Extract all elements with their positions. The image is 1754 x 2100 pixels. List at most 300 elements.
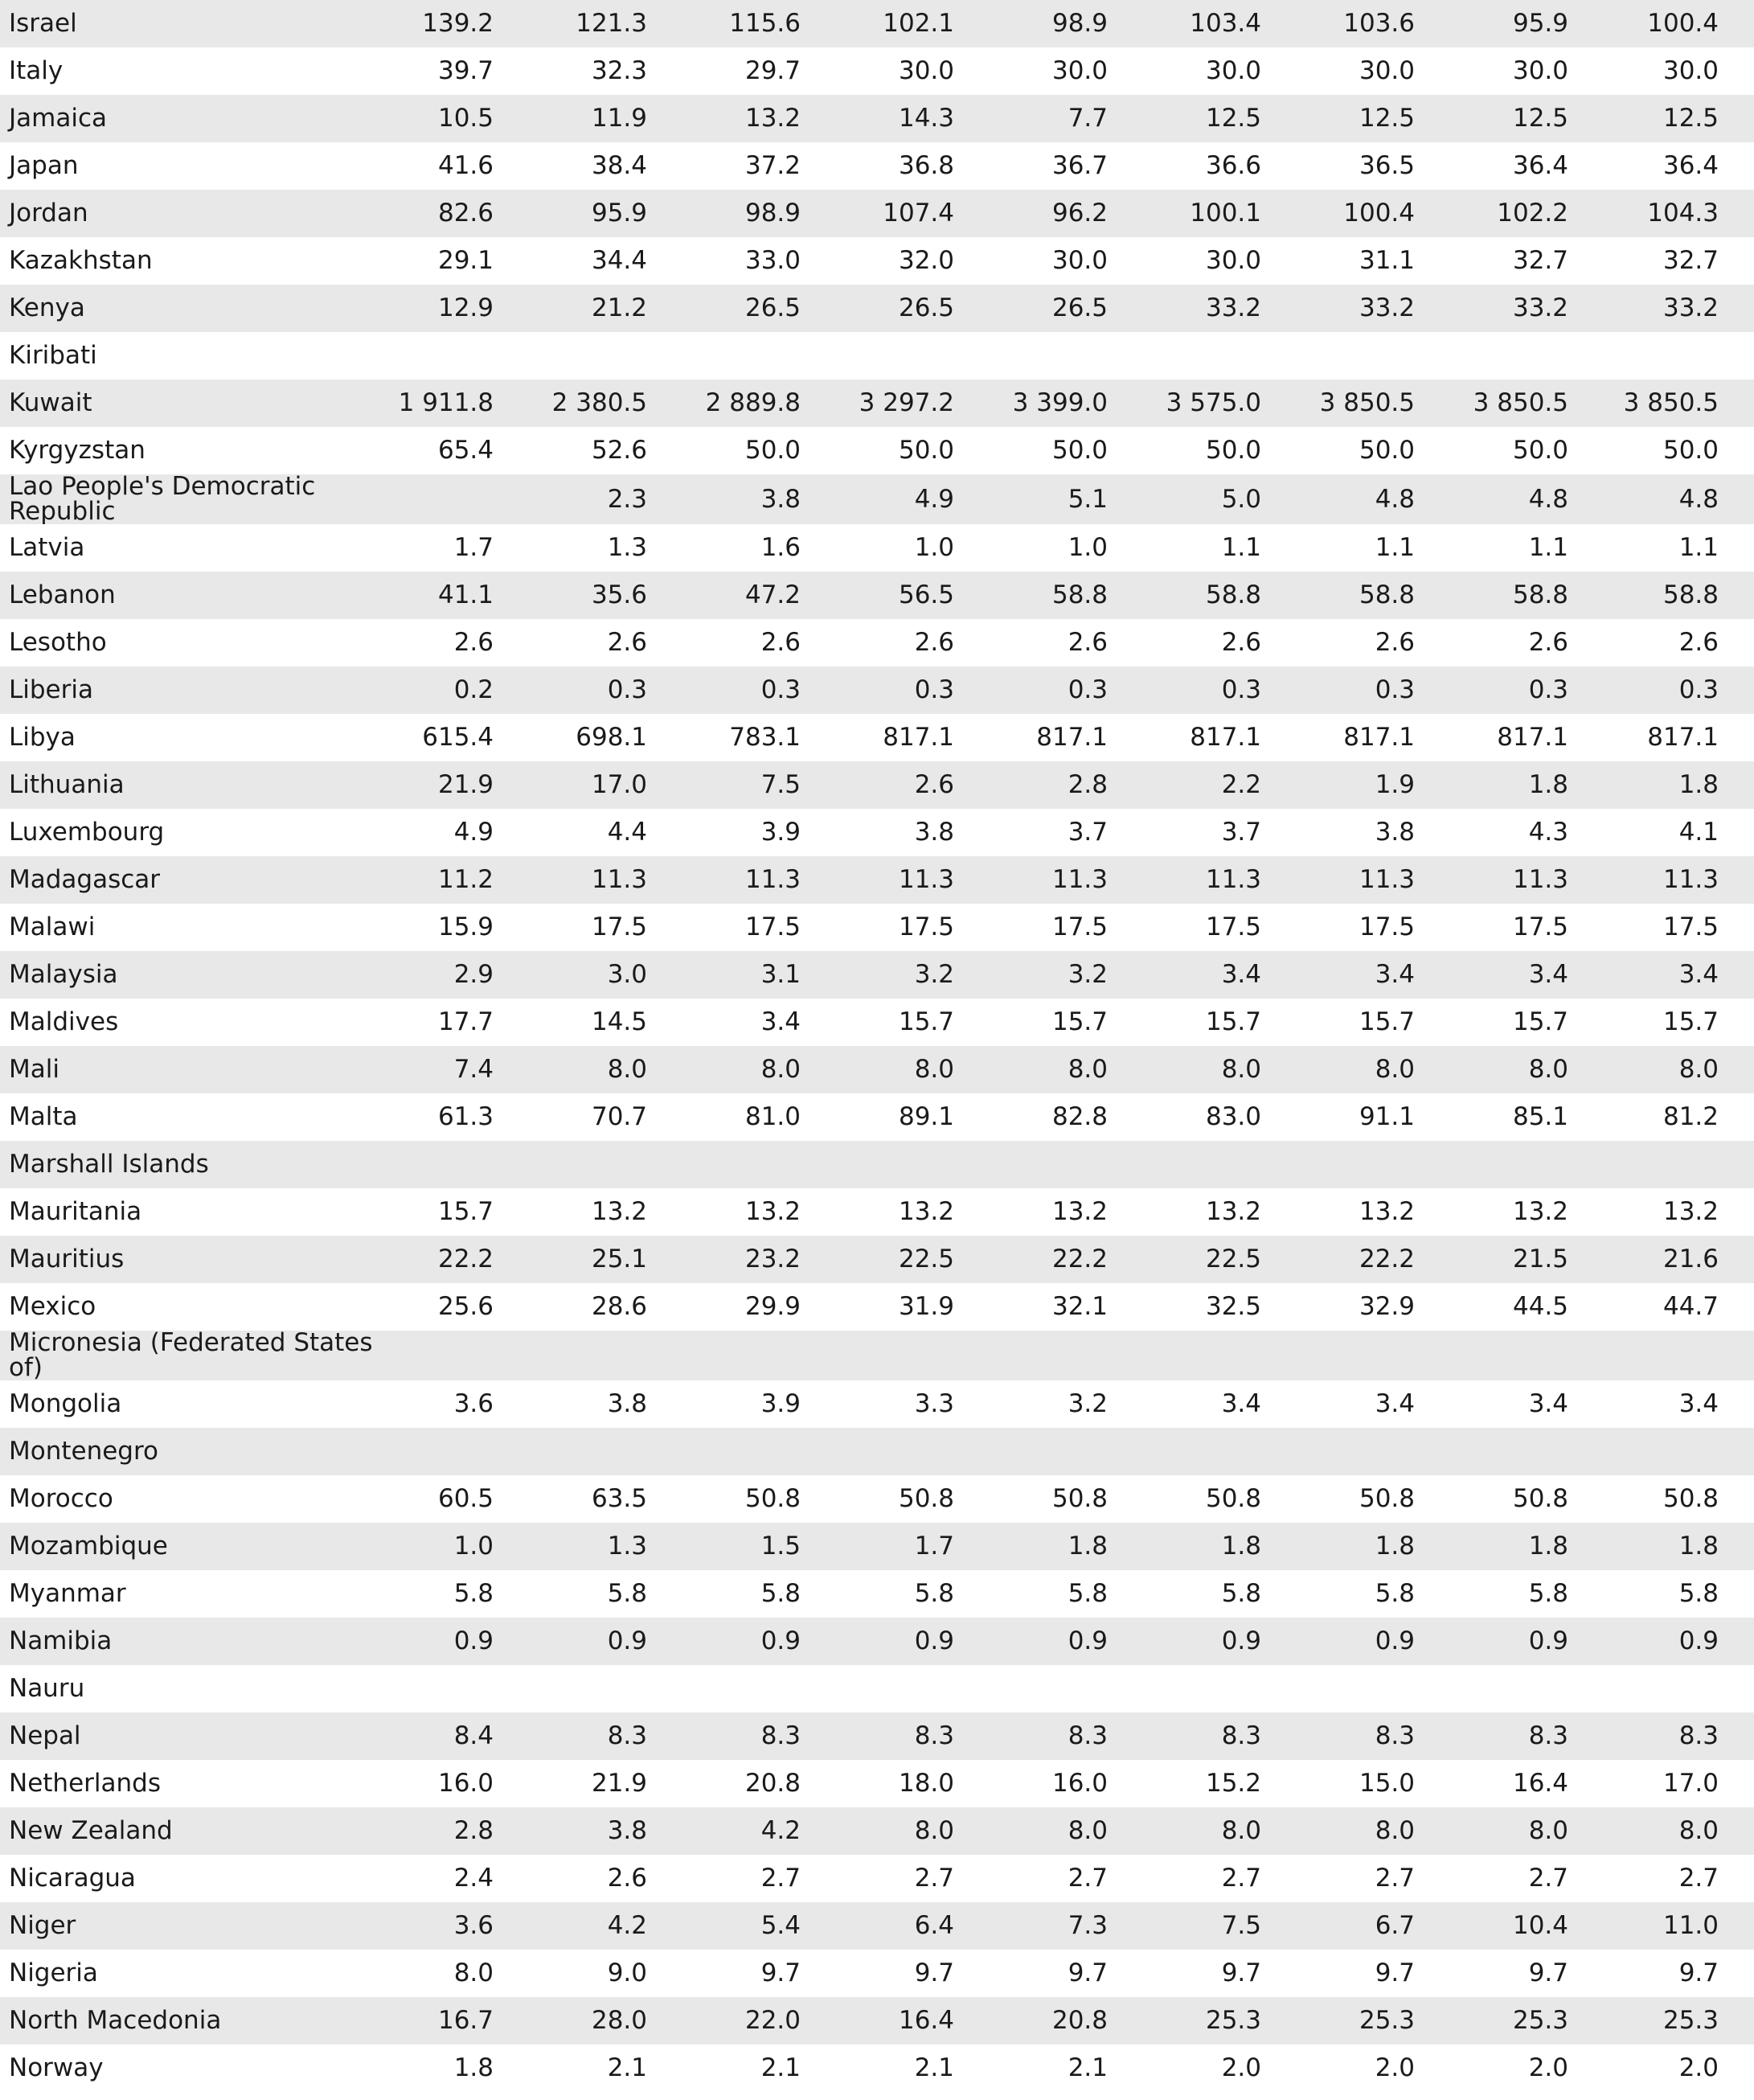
country-name-cell: Mozambique: [0, 1523, 375, 1570]
country-name-cell: Malawi: [9, 913, 96, 941]
value-cell: 31.9: [898, 1292, 954, 1321]
country-name-cell: Liberia: [0, 667, 375, 714]
country-name-cell: Nigeria: [9, 1958, 98, 1987]
value-cell: 22.0: [682, 1997, 836, 2045]
value-cell: 2.6: [607, 1864, 647, 1893]
value-cell: 12.5: [1297, 95, 1450, 142]
value-cell: 3.2: [990, 951, 1143, 999]
value-cell: 3.3: [914, 1389, 954, 1418]
table-row: [0, 1902, 1754, 1950]
value-cell: 817.1: [1343, 723, 1415, 752]
country-name-cell: Jordan: [0, 190, 375, 237]
value-cell: 34.4: [591, 246, 647, 275]
value-cell: 82.8: [1051, 1102, 1108, 1131]
value-cell: 30.0: [1205, 246, 1261, 275]
value-cell: [1450, 1665, 1604, 1712]
value-cell: 3.0: [529, 951, 682, 999]
value-cell: 85.1: [1512, 1102, 1568, 1131]
table-row: [0, 237, 1754, 285]
country-name-cell: Malaysia: [0, 951, 375, 999]
value-cell: 3.4: [1678, 1389, 1719, 1418]
table-row: [0, 1475, 1754, 1523]
value-cell: 8.0: [1450, 1046, 1604, 1093]
value-cell: 5.8: [1068, 1579, 1108, 1608]
value-cell: 3.6: [453, 1389, 494, 1418]
value-cell: 3.8: [682, 474, 836, 524]
value-cell: 30.0: [1512, 56, 1568, 85]
value-cell: 5.0: [1143, 474, 1297, 524]
country-name-cell: Nicaragua: [9, 1864, 136, 1893]
value-cell: 2.1: [607, 2053, 647, 2082]
value-cell: 4.3: [1528, 818, 1568, 847]
value-cell: 1.8: [453, 2053, 494, 2082]
table-row: [0, 714, 1754, 761]
value-cell: 100.1: [1143, 190, 1297, 237]
value-cell: 36.4: [1662, 151, 1719, 180]
value-cell: 4.2: [682, 1807, 836, 1855]
value-cell: 33.2: [1450, 285, 1604, 332]
value-cell: 26.5: [990, 285, 1143, 332]
value-cell: 32.3: [591, 56, 647, 85]
value-cell: 22.5: [836, 1236, 990, 1283]
value-cell: [1297, 1141, 1450, 1188]
value-cell: 15.0: [1359, 1769, 1415, 1798]
value-cell: 16.0: [1051, 1769, 1108, 1798]
value-cell: 0.9: [1604, 1618, 1754, 1665]
value-cell: 50.8: [898, 1484, 954, 1513]
value-cell: 3.6: [375, 1902, 529, 1950]
value-cell: [836, 332, 990, 379]
value-cell: [990, 1331, 1143, 1380]
value-cell: 1.3: [607, 533, 647, 562]
value-cell: 5.8: [914, 1579, 954, 1608]
value-cell: 8.0: [1297, 1807, 1450, 1855]
value-cell: 98.9: [990, 0, 1143, 47]
value-cell: 32.0: [898, 246, 954, 275]
table-row: [0, 524, 1754, 572]
value-cell: 104.3: [1604, 190, 1754, 237]
value-cell: 50.8: [1205, 1484, 1261, 1513]
value-cell: 8.4: [375, 1712, 529, 1760]
value-cell: 28.6: [591, 1292, 647, 1321]
value-cell: [836, 1331, 990, 1380]
value-cell: [529, 1331, 682, 1380]
table-row: [0, 1712, 1754, 1760]
value-cell: [682, 1665, 836, 1712]
value-cell: 30.0: [1205, 56, 1261, 85]
value-cell: 8.0: [1297, 1046, 1450, 1093]
value-cell: 4.8: [1450, 474, 1604, 524]
value-cell: 817.1: [1190, 723, 1261, 752]
value-cell: 36.4: [1512, 151, 1568, 180]
value-cell: 58.8: [990, 572, 1143, 619]
value-cell: 11.3: [1450, 856, 1604, 904]
value-cell: [1604, 332, 1754, 379]
value-cell: 3.4: [1604, 951, 1754, 999]
value-cell: 17.0: [1662, 1769, 1719, 1798]
country-name-cell: Montenegro: [0, 1428, 375, 1475]
value-cell: 817.1: [1036, 723, 1108, 752]
value-cell: 0.3: [1297, 667, 1450, 714]
value-cell: 2.1: [914, 2053, 954, 2082]
value-cell: 9.7: [1068, 1958, 1108, 1987]
value-cell: 5.8: [1221, 1579, 1261, 1608]
value-cell: 50.0: [1205, 436, 1261, 465]
value-cell: 3.9: [760, 818, 801, 847]
value-cell: 17.5: [1662, 913, 1719, 941]
value-cell: 15.7: [1359, 1007, 1415, 1036]
value-cell: [1450, 332, 1604, 379]
value-cell: 50.0: [898, 436, 954, 465]
value-cell: 29.9: [744, 1292, 801, 1321]
value-cell: 0.3: [1604, 667, 1754, 714]
value-cell: 0.9: [1297, 1618, 1450, 1665]
country-name-cell: Mauritania: [9, 1197, 142, 1226]
value-cell: 17.5: [591, 913, 647, 941]
value-cell: 17.7: [437, 1007, 494, 1036]
table-row: [0, 1997, 1754, 2045]
value-cell: [1604, 1331, 1754, 1380]
value-cell: 0.3: [990, 667, 1143, 714]
value-cell: 2.6: [1221, 628, 1261, 657]
value-cell: 2.9: [375, 951, 529, 999]
value-cell: 3.4: [1143, 951, 1297, 999]
table-row: [0, 1950, 1754, 1997]
value-cell: 1.1: [1678, 533, 1719, 562]
value-cell: 11.3: [836, 856, 990, 904]
value-cell: 15.7: [1512, 1007, 1568, 1036]
value-cell: 8.0: [1450, 1807, 1604, 1855]
table-row: [0, 95, 1754, 142]
value-cell: 2.2: [1143, 761, 1297, 809]
value-cell: 13.2: [1662, 1197, 1719, 1226]
value-cell: 2.7: [1528, 1864, 1568, 1893]
value-cell: 29.7: [744, 56, 801, 85]
country-name-cell: Namibia: [0, 1618, 375, 1665]
value-cell: 4.4: [607, 818, 647, 847]
value-cell: 3 297.2: [836, 379, 990, 427]
table-row: [0, 0, 1754, 47]
value-cell: 33.2: [1297, 285, 1450, 332]
value-cell: 3.8: [607, 1389, 647, 1418]
value-cell: 0.3: [682, 667, 836, 714]
value-cell: 9.7: [914, 1958, 954, 1987]
value-cell: 1.1: [1375, 533, 1415, 562]
value-cell: 1.8: [1604, 761, 1754, 809]
value-cell: [375, 1428, 529, 1475]
value-cell: 9.7: [1678, 1958, 1719, 1987]
table-row: [0, 474, 1754, 524]
value-cell: [375, 332, 529, 379]
value-cell: 17.5: [898, 913, 954, 941]
value-cell: 1.8: [1604, 1523, 1754, 1570]
value-cell: 1.6: [760, 533, 801, 562]
value-cell: 6.4: [836, 1902, 990, 1950]
value-cell: 12.5: [1143, 95, 1297, 142]
table-row: [0, 1283, 1754, 1331]
value-cell: [1604, 1141, 1754, 1188]
value-cell: 8.3: [1143, 1712, 1297, 1760]
value-cell: 95.9: [529, 190, 682, 237]
value-cell: 58.8: [1604, 572, 1754, 619]
country-name-cell: Kuwait: [0, 379, 375, 427]
value-cell: 2.6: [1528, 628, 1568, 657]
value-cell: 2.6: [1375, 628, 1415, 657]
value-cell: 17.5: [744, 913, 801, 941]
value-cell: 7.3: [990, 1902, 1143, 1950]
value-cell: 1.8: [1450, 1523, 1604, 1570]
table-row: [0, 47, 1754, 95]
value-cell: 102.2: [1450, 190, 1604, 237]
value-cell: 1.8: [1143, 1523, 1297, 1570]
value-cell: 22.5: [1143, 1236, 1297, 1283]
value-cell: 30.0: [1359, 56, 1415, 85]
value-cell: 100.4: [1604, 0, 1754, 47]
table-row: [0, 1046, 1754, 1093]
value-cell: 4.9: [836, 474, 990, 524]
value-cell: [1143, 1141, 1297, 1188]
value-cell: 50.0: [1359, 436, 1415, 465]
value-cell: 44.7: [1662, 1292, 1719, 1321]
value-cell: 32.5: [1205, 1292, 1261, 1321]
value-cell: 9.7: [760, 1958, 801, 1987]
value-cell: 17.5: [1051, 913, 1108, 941]
value-cell: 35.6: [529, 572, 682, 619]
value-cell: 3.2: [836, 951, 990, 999]
value-cell: 37.2: [744, 151, 801, 180]
value-cell: 25.6: [437, 1292, 494, 1321]
value-cell: [1297, 1331, 1450, 1380]
value-cell: [682, 1428, 836, 1475]
value-cell: 2.3: [529, 474, 682, 524]
value-cell: 10.4: [1450, 1902, 1604, 1950]
table-row: [0, 427, 1754, 474]
value-cell: [375, 1665, 529, 1712]
table-row: [0, 1523, 1754, 1570]
value-cell: 21.2: [529, 285, 682, 332]
table-row: [0, 2045, 1754, 2092]
value-cell: [529, 1141, 682, 1188]
country-name-cell: Mexico: [9, 1292, 96, 1321]
country-name-cell: Mongolia: [9, 1389, 122, 1418]
value-cell: 30.0: [898, 56, 954, 85]
value-cell: 36.7: [1051, 151, 1108, 180]
value-cell: 60.5: [437, 1484, 494, 1513]
value-cell: 817.1: [1497, 723, 1568, 752]
value-cell: 18.0: [898, 1769, 954, 1798]
value-cell: [1297, 1665, 1450, 1712]
value-cell: 0.9: [375, 1618, 529, 1665]
value-cell: 17.0: [529, 761, 682, 809]
value-cell: 21.5: [1450, 1236, 1604, 1283]
value-cell: 31.1: [1359, 246, 1415, 275]
value-cell: 83.0: [1205, 1102, 1261, 1131]
value-cell: 50.8: [1359, 1484, 1415, 1513]
value-cell: 15.9: [437, 913, 494, 941]
value-cell: 50.0: [744, 436, 801, 465]
value-cell: 70.7: [591, 1102, 647, 1131]
value-cell: 11.3: [1604, 856, 1754, 904]
value-cell: 0.9: [836, 1618, 990, 1665]
country-name-cell: Japan: [9, 151, 79, 180]
value-cell: 121.3: [529, 0, 682, 47]
value-cell: 3.8: [529, 1807, 682, 1855]
value-cell: 9.0: [607, 1958, 647, 1987]
table-row: [0, 190, 1754, 237]
table-row: [0, 1188, 1754, 1236]
value-cell: 81.0: [744, 1102, 801, 1131]
value-cell: 2 380.5: [529, 379, 682, 427]
value-cell: 23.2: [682, 1236, 836, 1283]
value-cell: 36.8: [898, 151, 954, 180]
value-cell: 2.0: [1375, 2053, 1415, 2082]
table-row: [0, 1331, 1754, 1380]
value-cell: 1.0: [375, 1523, 529, 1570]
value-cell: [1297, 1428, 1450, 1475]
value-cell: 22.2: [1297, 1236, 1450, 1283]
value-cell: 41.6: [437, 151, 494, 180]
value-cell: [990, 1141, 1143, 1188]
value-cell: 41.1: [375, 572, 529, 619]
value-cell: 100.4: [1297, 190, 1450, 237]
value-cell: 89.1: [898, 1102, 954, 1131]
value-cell: 58.8: [1450, 572, 1604, 619]
value-cell: 50.8: [1051, 1484, 1108, 1513]
value-cell: 82.6: [375, 190, 529, 237]
value-cell: [375, 1141, 529, 1188]
value-cell: 783.1: [729, 723, 801, 752]
value-cell: 3.1: [682, 951, 836, 999]
country-name-cell: Kyrgyzstan: [9, 436, 145, 465]
table-row: [0, 1665, 1754, 1712]
country-name-cell: Jamaica: [0, 95, 375, 142]
country-name-cell: Kiribati: [9, 341, 97, 370]
value-cell: 103.4: [1143, 0, 1297, 47]
value-cell: 2.7: [1375, 1864, 1415, 1893]
table-row: [0, 1618, 1754, 1665]
value-cell: 65.4: [437, 436, 494, 465]
table-row: [0, 856, 1754, 904]
value-cell: 8.0: [990, 1807, 1143, 1855]
value-cell: 1.5: [682, 1523, 836, 1570]
value-cell: 25.3: [1604, 1997, 1754, 2045]
value-cell: 0.3: [1450, 667, 1604, 714]
value-cell: 98.9: [682, 190, 836, 237]
value-cell: [990, 1428, 1143, 1475]
country-name-cell: Lao People's Democratic Republic: [0, 474, 375, 524]
value-cell: 6.7: [1297, 1902, 1450, 1950]
value-cell: 615.4: [422, 723, 494, 752]
value-cell: [1297, 332, 1450, 379]
value-cell: 5.8: [1678, 1579, 1719, 1608]
value-cell: 3 850.5: [1450, 379, 1604, 427]
country-name-cell: Marshall Islands: [0, 1141, 375, 1188]
value-cell: 21.6: [1604, 1236, 1754, 1283]
value-cell: 21.9: [591, 1769, 647, 1798]
value-cell: 3.4: [1450, 951, 1604, 999]
value-cell: [836, 1428, 990, 1475]
value-cell: 8.3: [1297, 1712, 1450, 1760]
country-name-cell: Latvia: [9, 533, 85, 562]
value-cell: 15.7: [898, 1007, 954, 1036]
country-name-cell: Malta: [9, 1102, 78, 1131]
table-row: [0, 809, 1754, 856]
value-cell: 2.7: [760, 1864, 801, 1893]
value-cell: 0.3: [1143, 667, 1297, 714]
value-cell: 3 575.0: [1143, 379, 1297, 427]
value-cell: 44.5: [1512, 1292, 1568, 1321]
value-cell: 15.2: [1205, 1769, 1261, 1798]
value-cell: 12.9: [375, 285, 529, 332]
country-name-cell: Libya: [9, 723, 76, 752]
value-cell: 8.3: [529, 1712, 682, 1760]
value-cell: [836, 1141, 990, 1188]
table-row: [0, 572, 1754, 619]
table-row: [0, 761, 1754, 809]
value-cell: 3 399.0: [990, 379, 1143, 427]
value-cell: 2.4: [453, 1864, 494, 1893]
value-cell: [990, 1665, 1143, 1712]
value-cell: 13.2: [682, 95, 836, 142]
value-cell: 8.0: [1604, 1046, 1754, 1093]
value-cell: 0.9: [1143, 1618, 1297, 1665]
value-cell: 8.3: [836, 1712, 990, 1760]
value-cell: 36.5: [1359, 151, 1415, 180]
value-cell: 3.7: [1068, 818, 1108, 847]
table-row: [0, 1570, 1754, 1618]
value-cell: 33.2: [1604, 285, 1754, 332]
value-cell: 5.8: [1528, 1579, 1568, 1608]
table-row: [0, 1855, 1754, 1902]
value-cell: 5.8: [453, 1579, 494, 1608]
value-cell: 63.5: [591, 1484, 647, 1513]
value-cell: 9.7: [1375, 1958, 1415, 1987]
value-cell: 29.1: [437, 246, 494, 275]
value-cell: 3.4: [1221, 1389, 1261, 1418]
value-cell: 7.5: [682, 761, 836, 809]
value-cell: 52.6: [591, 436, 647, 465]
value-cell: 13.2: [1359, 1197, 1415, 1226]
country-name-cell: Micronesia (Federated States of): [0, 1331, 375, 1380]
table-row: [0, 904, 1754, 951]
value-cell: 33.0: [744, 246, 801, 275]
value-cell: 10.5: [375, 95, 529, 142]
value-cell: 30.0: [1051, 246, 1108, 275]
value-cell: 3.9: [760, 1389, 801, 1418]
value-cell: 12.5: [1450, 95, 1604, 142]
value-cell: 11.2: [375, 856, 529, 904]
value-cell: [1143, 1665, 1297, 1712]
value-cell: [682, 1141, 836, 1188]
value-cell: 0.9: [1450, 1618, 1604, 1665]
value-cell: 8.0: [1604, 1807, 1754, 1855]
table-row: [0, 285, 1754, 332]
value-cell: [1143, 1331, 1297, 1380]
country-name-cell: Nauru: [9, 1674, 85, 1703]
value-cell: 5.8: [1375, 1579, 1415, 1608]
value-cell: 3.8: [1375, 818, 1415, 847]
value-cell: 1.7: [836, 1523, 990, 1570]
value-cell: 15.7: [437, 1197, 494, 1226]
value-cell: 1.9: [1297, 761, 1450, 809]
value-cell: 107.4: [836, 190, 990, 237]
value-cell: 50.0: [1051, 436, 1108, 465]
value-cell: 13.2: [591, 1197, 647, 1226]
value-cell: 39.7: [437, 56, 494, 85]
value-cell: 9.7: [1528, 1958, 1568, 1987]
value-cell: 95.9: [1450, 0, 1604, 47]
country-name-cell: Luxembourg: [9, 818, 165, 847]
